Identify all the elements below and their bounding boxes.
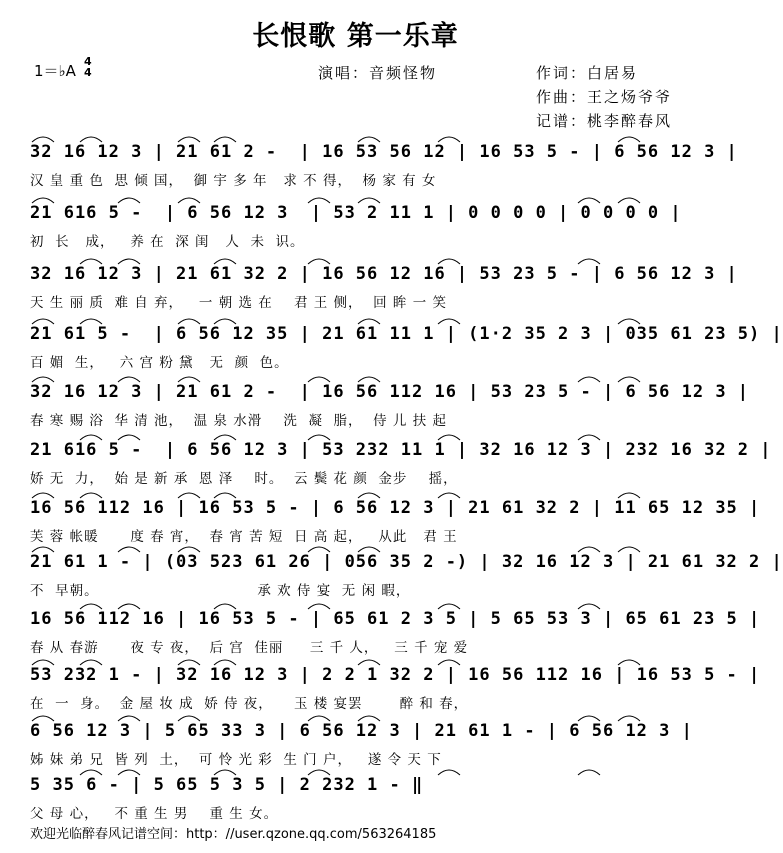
score-row [18,191,698,253]
singer: 演唱：音频怪物 [318,64,438,82]
lyrics-line: 天 生 丽 质 难 自 弃， 一 朝 选 在 君 王 侧， 回 眸 一 笑 [30,295,447,311]
notes-line: 21 616 5 - | 6 56 12 3 | 53 2 11 1 | 0 0 0 0 | 0 0 0 0 | [30,203,682,223]
lyrics-line: 芙 蓉 帐暖 度 春 宵， 春 宵 苦 短 日 高 起， 从此 君 王 [30,529,458,545]
meter-bottom: 4 [84,66,92,79]
score-row [18,130,738,192]
notes-line: 53 232 1 - | 32 16 12 3 | 2 2 1 32 2 | 16 56 112 16 | 16 53 5 - | [30,665,761,685]
time-signature [84,56,92,78]
lyrics-line: 在 一 身。 金 屋 妆 成 娇 侍 夜， 玉 楼 宴罢 醉 和 春， [30,696,469,712]
page-title: 长恨歌 第一乐章 [252,21,459,52]
score-row [18,597,761,659]
lyricist: 作词：白居易 [536,64,639,82]
lyrics-line: 百 媚 生， 六 宫 粉 黛 无 颜 色。 [30,355,289,371]
notes-line: 32 16 12 3 | 21 61 2 - | 16 56 112 16 | 53 23 5 - | 6 56 12 3 | [30,382,750,402]
score-row [18,763,698,825]
meter-top: 4 [84,55,92,68]
lyrics-line: 娇 无 力， 始 是 新 承 恩 泽 时。 云 鬓 花 颜 金步 摇， [30,471,458,487]
score-row [18,252,738,314]
notes-line: 16 56 112 16 | 16 53 5 - | 65 61 2 3 5 | 5 65 53 3 | 65 61 23 5 | [30,609,761,629]
notes-line: 32 16 12 3 | 21 61 2 - | 16 53 56 12 | 16 53 5 - | 6 56 12 3 | [30,142,738,162]
lyrics-line: 春 寒 赐 浴 华 清 池， 温 泉 水滑 洗 凝 脂， 侍 儿 扶 起 [30,413,447,429]
score-row [18,486,761,548]
notes-line: 16 56 112 16 | 16 53 5 - | 6 56 12 3 | 21 61 32 2 | 11 65 12 35 | [30,498,761,518]
score-row [18,428,772,490]
score-row [18,653,761,715]
notes-line: 32 16 12 3 | 21 61 32 2 | 16 56 12 16 | 53 23 5 - | 6 56 12 3 | [30,264,738,284]
key-signature: 1＝♭A [34,62,76,80]
notes-line: 21 61 5 - | 6 56 12 35 | 21 61 11 1 | (1·2 35 2 3 | 035 61 23 5) | [30,324,783,344]
score-row [18,312,783,374]
lyrics-line: 汉 皇 重 色 思 倾 国， 御 宇 多 年 求 不 得， 杨 家 有 女 [30,173,437,189]
notes-line: 5 35 6 - | 5 65 5 3 5 | 2 232 1 - ‖ [30,775,424,795]
score-row [18,709,698,771]
lyrics-line: 父 母 心， 不 重 生 男 重 生 女。 [30,806,279,822]
score-row [18,540,783,602]
composer: 作曲：王之炀爷爷 [536,88,673,106]
score-row [18,370,750,432]
notes-line: 21 61 1 - | (03 523 61 26 | 056 35 2 -) | 32 16 12 3 | 21 61 32 2 | [30,552,783,572]
footer-text: 欢迎光临醉春风记谱空间：http：//user.qzone.qq.com/563264185 [30,827,437,842]
lyrics-line: 春 从 春游 夜 专 夜， 后 宫 佳丽 三 千 人， 三 千 宠 爱 [30,640,469,656]
lyrics-line: 不 早朝。 承 欢 侍 宴 无 闲 暇， [30,583,411,599]
notes-line: 21 616 5 - | 6 56 12 3 | 53 232 11 1 | 32 16 12 3 | 232 16 32 2 | [30,440,772,460]
transcriber: 记谱：桃李醉春风 [536,112,673,130]
lyrics-line: 初 长 成， 养 在 深 闺 人 未 识。 [30,234,305,250]
lyrics-line: 姊 妹 弟 兄 皆 列 土， 可 怜 光 彩 生 门 户， 遂 令 天 下 [30,752,442,768]
notes-line: 6 56 12 3 | 5 65 33 3 | 6 56 12 3 | 21 61 1 - | 6 56 12 3 | [30,721,693,741]
